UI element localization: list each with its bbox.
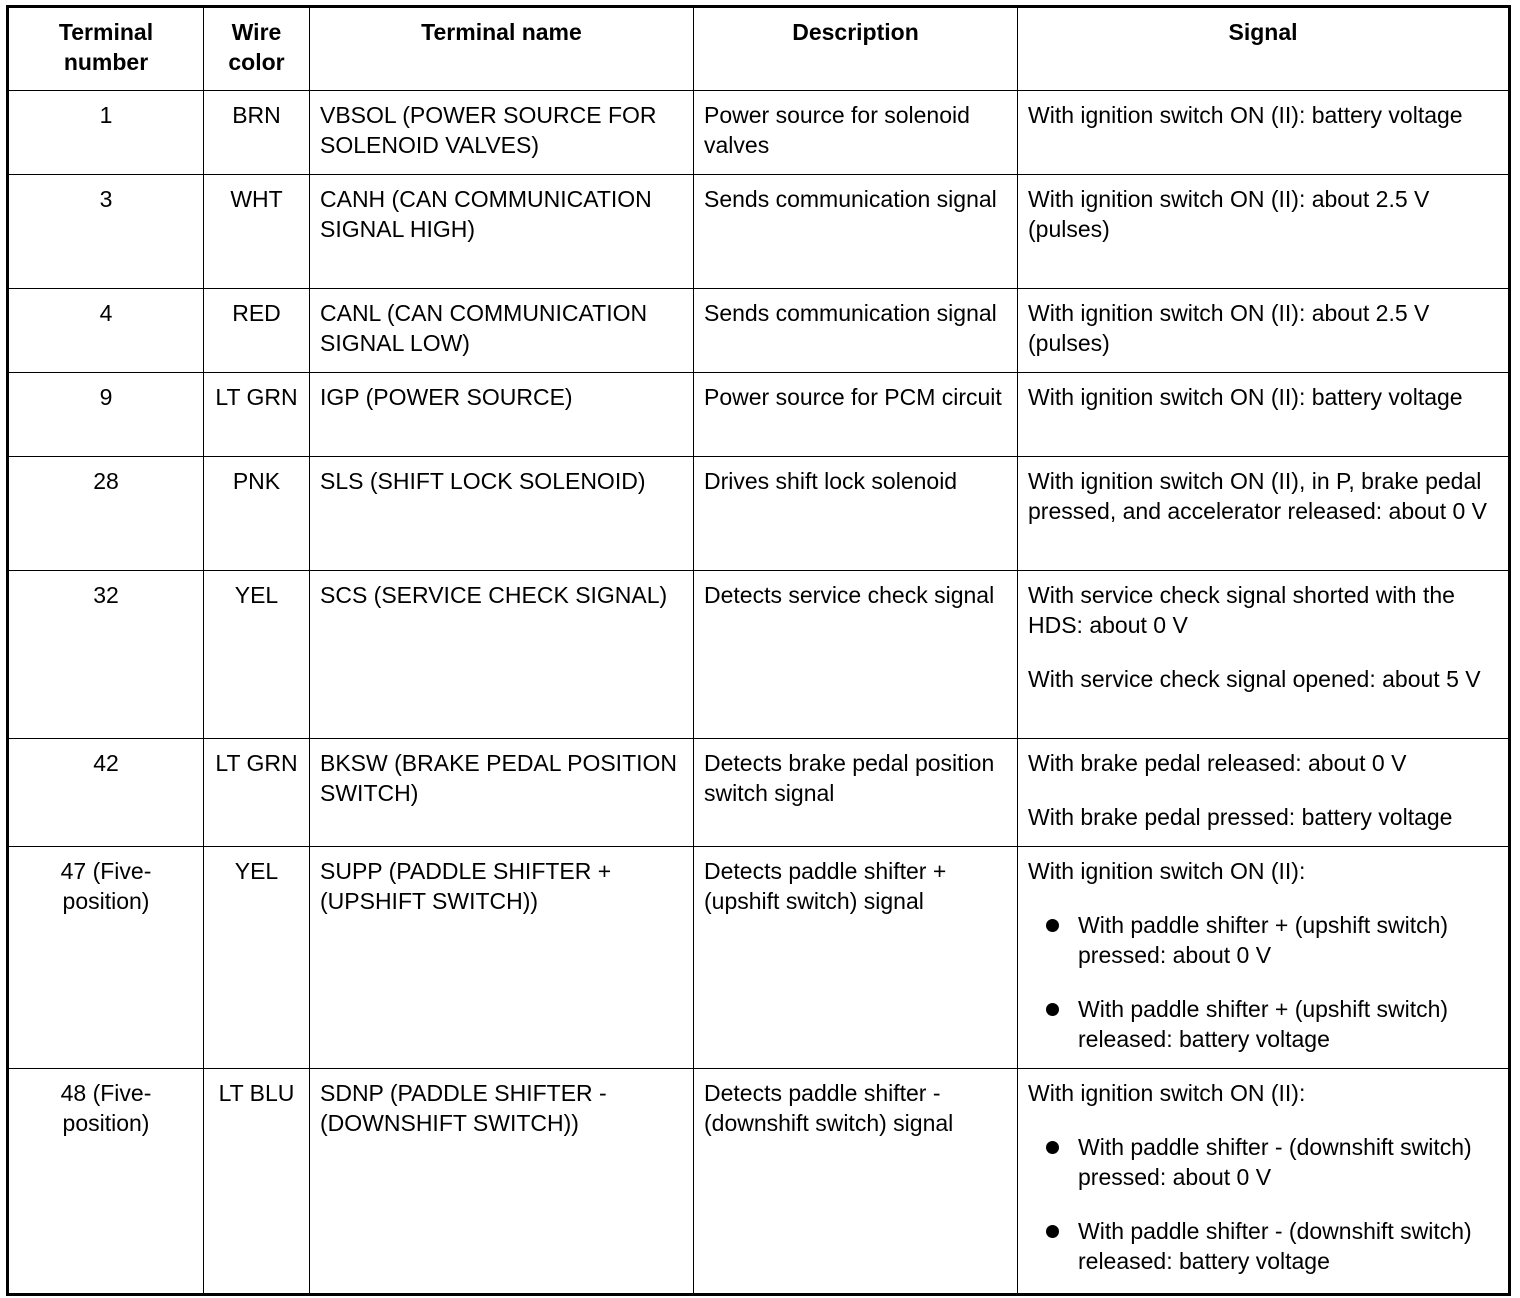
wire-color-cell: RED — [204, 289, 310, 373]
wire-color-cell: LT GRN — [204, 739, 310, 847]
table-row — [8, 91, 1510, 175]
signal-bullet-text: With paddle shifter - (downshift switch) released: battery voltage — [1078, 1218, 1472, 1274]
signal-bullet-item — [1028, 994, 1498, 1054]
signal-cell — [1018, 571, 1510, 739]
signal-line: With ignition switch ON (II): about 2.5 V (pulses) — [1028, 186, 1430, 242]
description-cell: Drives shift lock solenoid — [694, 457, 1018, 571]
wire-color-cell: WHT — [204, 175, 310, 289]
table-row — [8, 373, 1510, 457]
signal-line: With ignition switch ON (II): battery voltage — [1028, 102, 1463, 128]
description-cell: Power source for solenoid valves — [694, 91, 1018, 175]
terminal-name-cell: SCS (SERVICE CHECK SIGNAL) — [310, 571, 694, 739]
signal-bullet-text: With paddle shifter + (upshift switch) pressed: about 0 V — [1078, 912, 1449, 968]
signal-cell — [1018, 373, 1510, 457]
description-cell: Detects paddle shifter - (downshift switch) signal — [694, 1069, 1018, 1295]
terminal-number-cell: 47 (Five-position) — [8, 847, 204, 1069]
header-terminal-number: Terminal number — [8, 7, 204, 91]
signal-bullet-item — [1028, 910, 1498, 970]
terminal-name-cell: CANH (CAN COMMUNICATION SIGNAL HIGH) — [310, 175, 694, 289]
terminal-number-cell: 32 — [8, 571, 204, 739]
wire-color-cell: LT GRN — [204, 373, 310, 457]
bullet-icon — [1046, 1003, 1059, 1016]
header-signal: Signal — [1018, 7, 1510, 91]
description-cell: Sends communication signal — [694, 289, 1018, 373]
terminal-name-cell: CANL (CAN COMMUNICATION SIGNAL LOW) — [310, 289, 694, 373]
terminal-number-cell: 28 — [8, 457, 204, 571]
signal-cell — [1018, 847, 1510, 1069]
table-row — [8, 175, 1510, 289]
signal-bullet-list — [1028, 1132, 1498, 1276]
table-row — [8, 739, 1510, 847]
wire-color-cell: PNK — [204, 457, 310, 571]
wire-color-cell: YEL — [204, 847, 310, 1069]
signal-cell — [1018, 175, 1510, 289]
signal-line: With ignition switch ON (II): about 2.5 V (pulses) — [1028, 300, 1430, 356]
wire-color-cell: LT BLU — [204, 1069, 310, 1295]
signal-line: With ignition switch ON (II): — [1028, 1080, 1306, 1106]
terminal-number-cell: 1 — [8, 91, 204, 175]
signal-bullet-text: With paddle shifter - (downshift switch) pressed: about 0 V — [1078, 1134, 1472, 1190]
signal-line: With service check signal shorted with the HDS: about 0 V — [1028, 582, 1455, 638]
terminal-name-cell: SDNP (PADDLE SHIFTER - (DOWNSHIFT SWITCH)) — [310, 1069, 694, 1295]
signal-line: With brake pedal pressed: battery voltage — [1028, 804, 1453, 830]
signal-line: With ignition switch ON (II), in P, brake pedal pressed, and accelerator released: about 0 V — [1028, 468, 1488, 524]
wire-color-cell: YEL — [204, 571, 310, 739]
signal-cell — [1018, 457, 1510, 571]
bullet-icon — [1046, 919, 1059, 932]
signal-bullet-item — [1028, 1132, 1498, 1192]
terminal-name-cell: SUPP (PADDLE SHIFTER + (UPSHIFT SWITCH)) — [310, 847, 694, 1069]
header-terminal-name: Terminal name — [310, 7, 694, 91]
header-wire-color: Wire color — [204, 7, 310, 91]
header-row — [8, 7, 1510, 91]
description-cell: Detects service check signal — [694, 571, 1018, 739]
description-cell: Detects paddle shifter + (upshift switch) signal — [694, 847, 1018, 1069]
table-row — [8, 571, 1510, 739]
header-description: Description — [694, 7, 1018, 91]
signal-line: With brake pedal released: about 0 V — [1028, 750, 1407, 776]
table-body — [8, 91, 1510, 1295]
signal-cell — [1018, 91, 1510, 175]
terminal-number-cell: 3 — [8, 175, 204, 289]
description-cell: Sends communication signal — [694, 175, 1018, 289]
terminal-number-cell: 4 — [8, 289, 204, 373]
signal-line: With ignition switch ON (II): battery voltage — [1028, 384, 1463, 410]
signal-line: With ignition switch ON (II): — [1028, 858, 1306, 884]
terminal-table — [6, 5, 1511, 1296]
signal-line: With service check signal opened: about 5 V — [1028, 666, 1481, 692]
signal-bullet-list — [1028, 910, 1498, 1054]
table-row — [8, 457, 1510, 571]
wire-color-cell: BRN — [204, 91, 310, 175]
table-row — [8, 289, 1510, 373]
signal-cell — [1018, 739, 1510, 847]
terminal-name-cell: BKSW (BRAKE PEDAL POSITION SWITCH) — [310, 739, 694, 847]
bullet-icon — [1046, 1225, 1059, 1238]
signal-cell — [1018, 1069, 1510, 1295]
terminal-name-cell: VBSOL (POWER SOURCE FOR SOLENOID VALVES) — [310, 91, 694, 175]
terminal-number-cell: 42 — [8, 739, 204, 847]
description-cell: Power source for PCM circuit — [694, 373, 1018, 457]
description-cell: Detects brake pedal position switch signal — [694, 739, 1018, 847]
table-row — [8, 847, 1510, 1069]
signal-bullet-text: With paddle shifter + (upshift switch) released: battery voltage — [1078, 996, 1449, 1052]
terminal-name-cell: IGP (POWER SOURCE) — [310, 373, 694, 457]
signal-bullet-item — [1028, 1216, 1498, 1276]
terminal-number-cell: 9 — [8, 373, 204, 457]
terminal-name-cell: SLS (SHIFT LOCK SOLENOID) — [310, 457, 694, 571]
table-row — [8, 1069, 1510, 1295]
bullet-icon — [1046, 1141, 1059, 1154]
terminal-number-cell: 48 (Five-position) — [8, 1069, 204, 1295]
signal-cell — [1018, 289, 1510, 373]
